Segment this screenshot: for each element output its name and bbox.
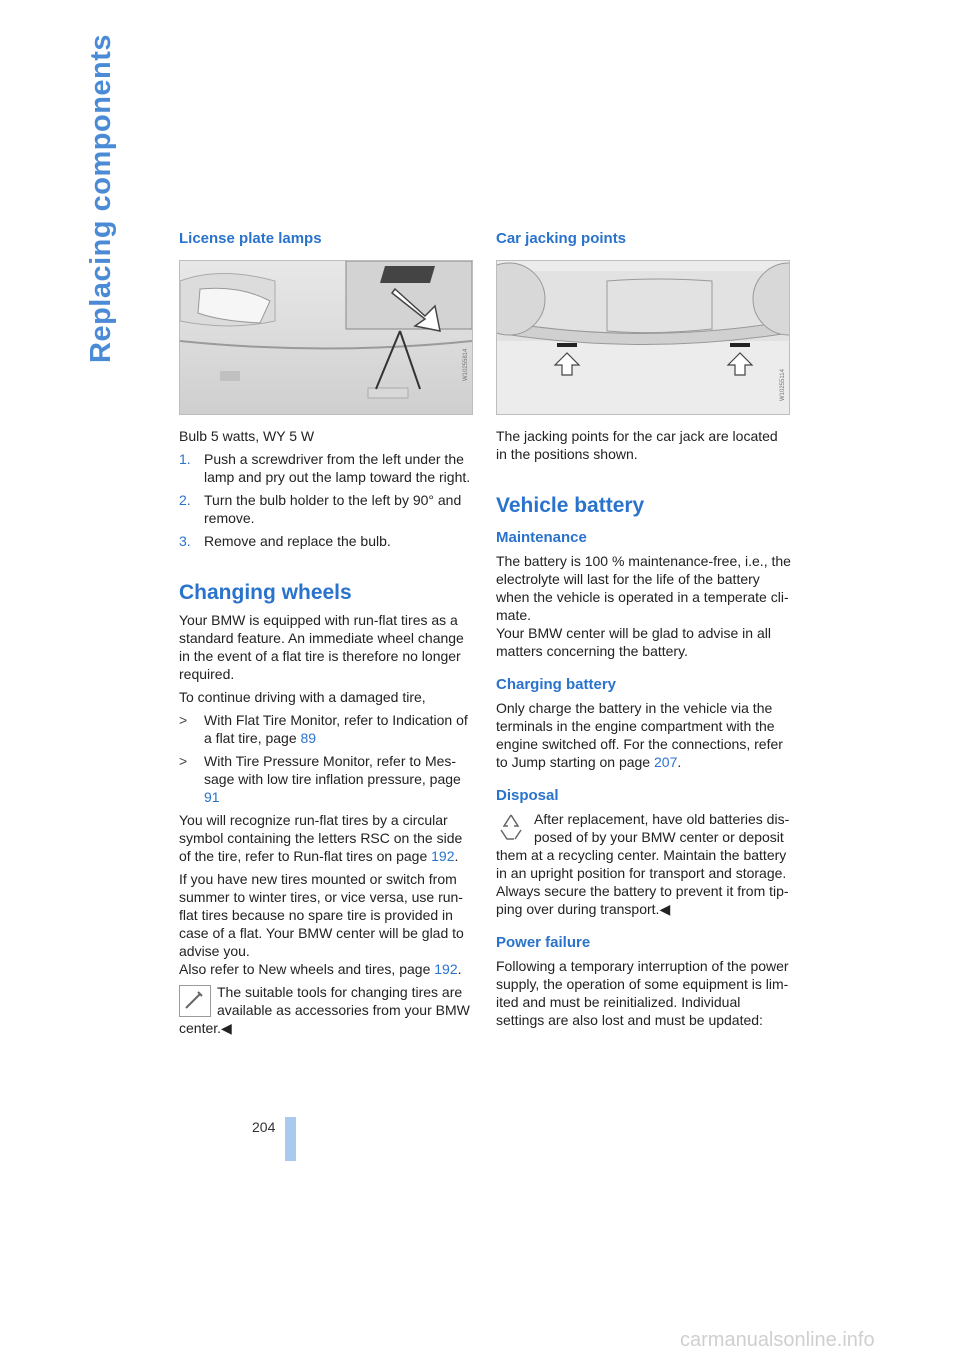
list-item: 3. Remove and replace the bulb. [179, 533, 391, 549]
page-marker-bar [285, 1117, 296, 1161]
license-plate-heading: License plate lamps [179, 230, 322, 247]
license-plate-image-code: W10255814 [463, 348, 469, 381]
jacking-points-illustration [497, 261, 789, 414]
list-item: 1. Push a screwdriver from the left under the lamp and pry out the lamp toward the right. [179, 451, 471, 485]
list-item: > With Tire Pressure Monitor, refer to Message with low tire inflation pressure, page 91 [179, 753, 461, 805]
maintenance-paragraph-2: Your BMW center will be glad to advise in all matters concerning the battery. [496, 625, 771, 659]
note-icon [179, 985, 211, 1017]
end-marker: ◀ [659, 901, 671, 917]
jacking-image-code: W10255114 [780, 369, 786, 401]
recycle-icon [496, 812, 526, 842]
jacking-text: The jacking points for the car jack are located in the positions shown. [496, 428, 778, 462]
license-plate-figure [179, 260, 473, 415]
wheels-paragraph-4: If you have new tires mounted or switch from summer to winter tires, or vice versa, use run-flat tires because no spare tire is provided in case of a flat. Your BMW center will be glad to advise you. [179, 871, 464, 959]
changing-wheels-heading: Changing wheels [179, 581, 352, 604]
wheels-paragraph-3: You will recognize run-flat tires by a circular symbol containing the letters RSC on the side of the tire, refer to Run-flat tires on page 192. [179, 812, 463, 864]
power-failure-heading: Power failure [496, 934, 591, 951]
page-link[interactable]: 207 [654, 754, 678, 770]
wheels-bullets [179, 711, 475, 806]
wheels-paragraph-5: Also refer to New wheels and tires, page 192. [179, 961, 462, 977]
page-link[interactable]: 192 [434, 961, 458, 977]
power-failure-paragraph: Following a temporary interruption of the power supply, the operation of some equipment is limited and must be reinitialized. Individual settings are also lost and must be updated: [496, 958, 789, 1028]
license-plate-illustration [180, 261, 472, 414]
disposal-heading: Disposal [496, 787, 559, 804]
jacking-points-heading: Car jacking points [496, 230, 627, 247]
maintenance-paragraph-1: The battery is 100 % maintenance-free, i.e., the electrolyte will last for the life of the battery when the vehicle is operated in a temperate climate. [496, 553, 791, 623]
charging-heading: Charging battery [496, 676, 617, 693]
wheels-paragraph-1: Your BMW is equipped with run-flat tires as a standard feature. An immediate wheel change in the event of a flat tire is therefore no longer required. [179, 612, 464, 682]
list-item: 2. Turn the bulb holder to the left by 90° and remove. [179, 492, 462, 526]
vehicle-battery-heading: Vehicle battery [496, 494, 645, 517]
page-link[interactable]: 192 [431, 848, 455, 864]
jacking-points-figure [496, 260, 790, 415]
maintenance-heading: Maintenance [496, 529, 587, 546]
charging-paragraph: Only charge the battery in the vehicle via the terminals in the engine compartment with the engine switched off. For the connections, refer to Jump starting on page 207. [496, 700, 783, 770]
end-marker: ◀ [221, 1020, 232, 1036]
tools-note: The suitable tools for changing tires are available as accessories from your BMW center.◀ [179, 984, 470, 1036]
section-title: Replacing components [85, 34, 117, 364]
list-item: > With Flat Tire Monitor, refer to Indication of a flat tire, page 89 [179, 712, 468, 746]
page-link[interactable]: 91 [204, 789, 220, 805]
page-number: 204 [252, 1119, 276, 1135]
wheels-paragraph-2: To continue driving with a damaged tire, [179, 689, 426, 705]
license-plate-steps [179, 450, 475, 550]
watermark: carmanualsonline.info [680, 1329, 875, 1351]
bulb-spec: Bulb 5 watts, WY 5 W [179, 428, 315, 444]
page-link[interactable]: 89 [300, 730, 317, 746]
left-column [179, 230, 475, 1037]
right-column [496, 230, 792, 1029]
disposal-note: After replacement, have old batteries disposed of by your BMW center or deposit them at a recycling center. Maintain the battery in an upright position for transport and storage. Always secure the battery to prevent it from tipping over during transport.◀ [496, 811, 790, 917]
